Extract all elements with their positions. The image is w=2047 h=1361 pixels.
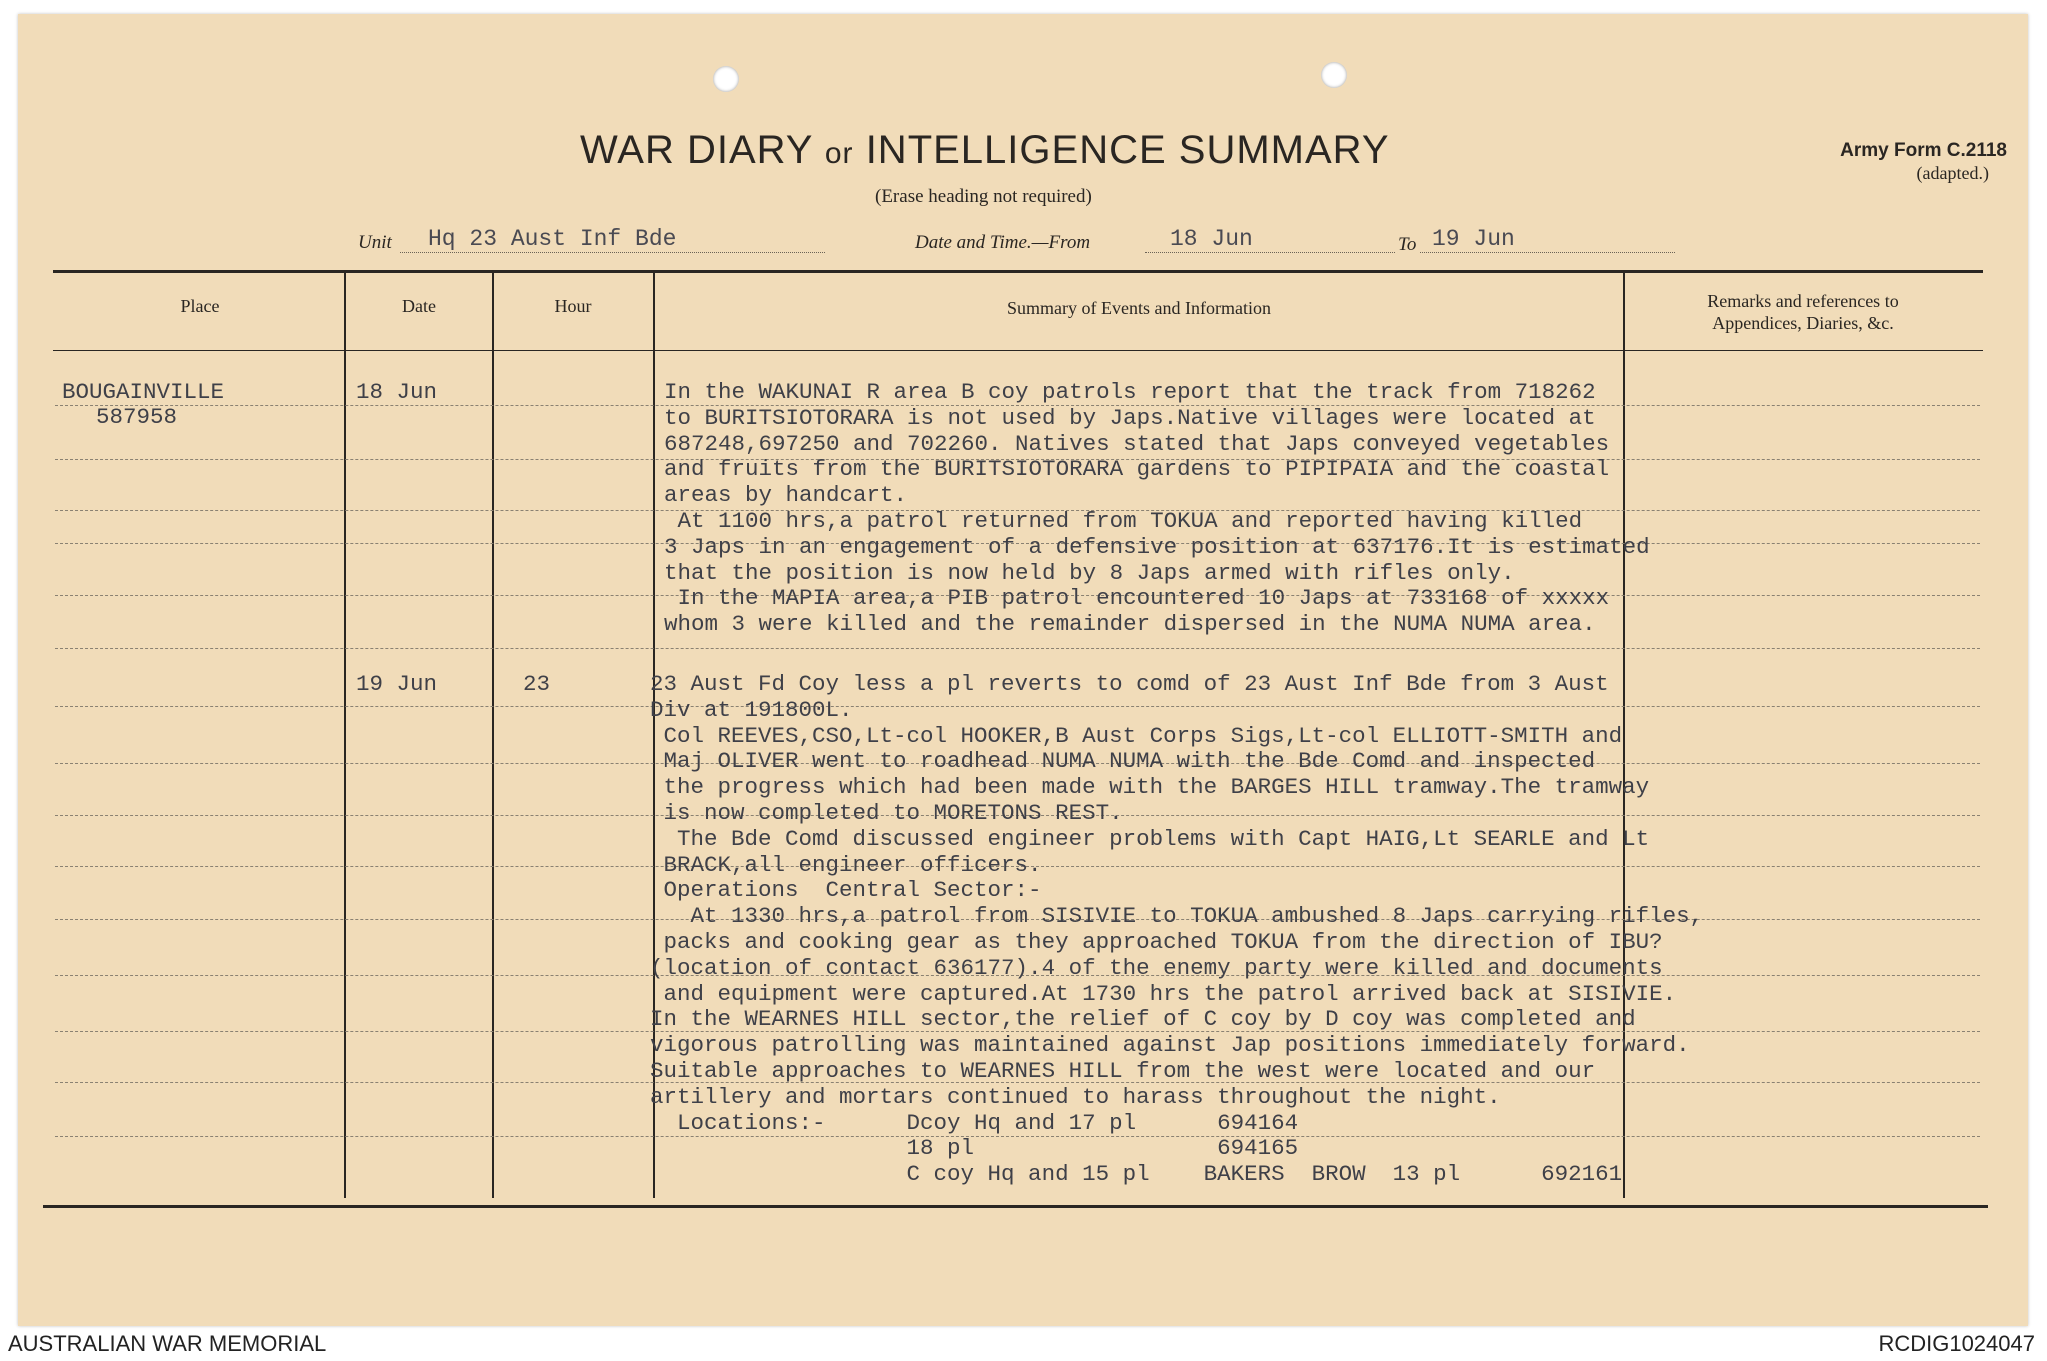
punch-hole-right (1321, 62, 1347, 88)
col-divider-date (492, 270, 494, 1198)
summary-line: BRACK,all engineer officers. (650, 851, 1042, 878)
army-form-note: (adapted.) (1916, 163, 1989, 183)
summary-line: Maj OLIVER went to roadhead NUMA NUMA with the Bde Comd and inspected (650, 748, 1596, 775)
summary-line: In the WEARNES HILL sector,the relief of C coy by D coy was completed and (650, 1006, 1636, 1033)
row1-date: 18 Jun (356, 379, 438, 405)
column-header-place: Place (180, 296, 220, 316)
title-war-diary: WAR DIARY (580, 128, 813, 172)
summary-line: 18 pl 694165 (650, 1135, 1299, 1162)
form-subtitle: (Erase heading not required) (875, 186, 1092, 207)
summary-line: 687248,697250 and 702260. Natives stated that Japs conveyed vegetables (664, 430, 1610, 457)
summary-line: At 1330 hrs,a patrol from SISIVIE to TOKUA ambushed 8 Japs carrying rifles, (650, 903, 1704, 930)
header-bottom-rule (53, 350, 1983, 351)
army-form-number: Army Form C.2118 (1840, 140, 2007, 161)
summary-line: to BURITSIOTORARA is not used by Japs.Native villages were located at (664, 404, 1596, 431)
summary-line: In the MAPIA area,a PIB patrol encountered 10 Japs at 733168 of xxxxx (664, 585, 1610, 612)
summary-line: Operations Central Sector:- (650, 877, 1042, 904)
row1-summary (664, 380, 1650, 638)
footer-archive-name: AUSTRALIAN WAR MEMORIAL (8, 1331, 327, 1356)
title-or: or (824, 137, 854, 170)
date-to-dotted-line (1420, 252, 1675, 253)
table-bottom-rule (43, 1205, 1988, 1208)
row1-place-ref: 587958 (96, 404, 178, 430)
row2-date: 19 Jun (356, 671, 438, 697)
footer-record-id: RCDIG1024047 (1878, 1331, 2035, 1356)
summary-line: the progress which had been made with the BARGES HILL tramway.The tramway (650, 774, 1650, 801)
summary-line: 3 Japs in an engagement of a defensive position at 637176.It is estimated (664, 533, 1650, 560)
column-header-remarks (1624, 290, 1982, 334)
summary-line: and fruits from the BURITSIOTORARA gardens to PIPIPAIA and the coastal (664, 456, 1610, 483)
summary-line: The Bde Comd discussed engineer problems with Capt HAIG,Lt SEARLE and Lt (650, 825, 1650, 852)
summary-line: is now completed to MORETONS REST. (650, 799, 1123, 826)
date-to-value: 19 Jun (1432, 226, 1515, 252)
summary-line: At 1100 hrs,a patrol returned from TOKUA and reported having killed (664, 507, 1583, 534)
summary-line: areas by handcart. (664, 482, 908, 509)
table-top-rule (53, 270, 1983, 273)
summary-line: that the position is now held by 8 Japs armed with rifles only. (664, 559, 1515, 586)
summary-line: and equipment were captured.At 1730 hrs the patrol arrived back at SISIVIE. (650, 980, 1677, 1007)
summary-line: (location of contact 636177).4 of the enemy party were killed and documents (650, 954, 1663, 981)
summary-line: In the WAKUNAI R area B coy patrols report that the track from 718262 (664, 379, 1596, 405)
punch-hole-left (713, 66, 739, 92)
form-title (580, 128, 1480, 173)
summary-line: Locations:- Dcoy Hq and 17 pl 694164 (650, 1109, 1299, 1136)
row2-hour: 23 (523, 671, 551, 697)
unit-value: Hq 23 Aust Inf Bde (428, 226, 677, 252)
unit-dotted-line (400, 252, 825, 253)
unit-label: Unit (358, 232, 392, 253)
summary-line: artillery and mortars continued to harass throughout the night. (650, 1083, 1501, 1110)
column-header-hour: Hour (554, 296, 592, 316)
row1-place: BOUGAINVILLE (62, 379, 225, 405)
summary-line: vigorous patrolling was maintained against Jap positions immediately forward. (650, 1032, 1690, 1059)
date-from-dotted-line (1145, 252, 1395, 253)
summary-line: C coy Hq and 15 pl BAKERS BROW 13 pl 692161 (650, 1161, 1623, 1188)
row2-summary (650, 672, 1703, 1188)
summary-line: Suitable approaches to WEARNES HILL from the west were located and our (650, 1057, 1596, 1084)
date-from-label: Date and Time.—From (915, 232, 1091, 253)
remarks-header-line2: Appendices, Diaries, &c. (1712, 313, 1894, 333)
ruled-line (55, 648, 1980, 649)
summary-line: 23 Aust Fd Coy less a pl reverts to comd of 23 Aust Inf Bde from 3 Aust (650, 671, 1609, 697)
army-form-label (1840, 140, 2007, 184)
col-divider-place (344, 270, 346, 1198)
summary-line: Div at 191800L. (650, 696, 853, 723)
column-header-summary: Summary of Events and Information (1007, 298, 1271, 318)
date-to-label: To (1398, 234, 1417, 255)
remarks-header-line1: Remarks and references to (1707, 291, 1899, 311)
summary-line: packs and cooking gear as they approached TOKUA from the direction of IBU? (650, 928, 1663, 955)
date-from-value: 18 Jun (1170, 226, 1253, 252)
summary-line: whom 3 were killed and the remainder dispersed in the NUMA NUMA area. (664, 611, 1596, 638)
column-header-date: Date (402, 296, 436, 316)
summary-line: Col REEVES,CSO,Lt-col HOOKER,B Aust Corps Sigs,Lt-col ELLIOTT-SMITH and (650, 722, 1623, 749)
title-intelligence-summary: INTELLIGENCE SUMMARY (865, 128, 1390, 172)
